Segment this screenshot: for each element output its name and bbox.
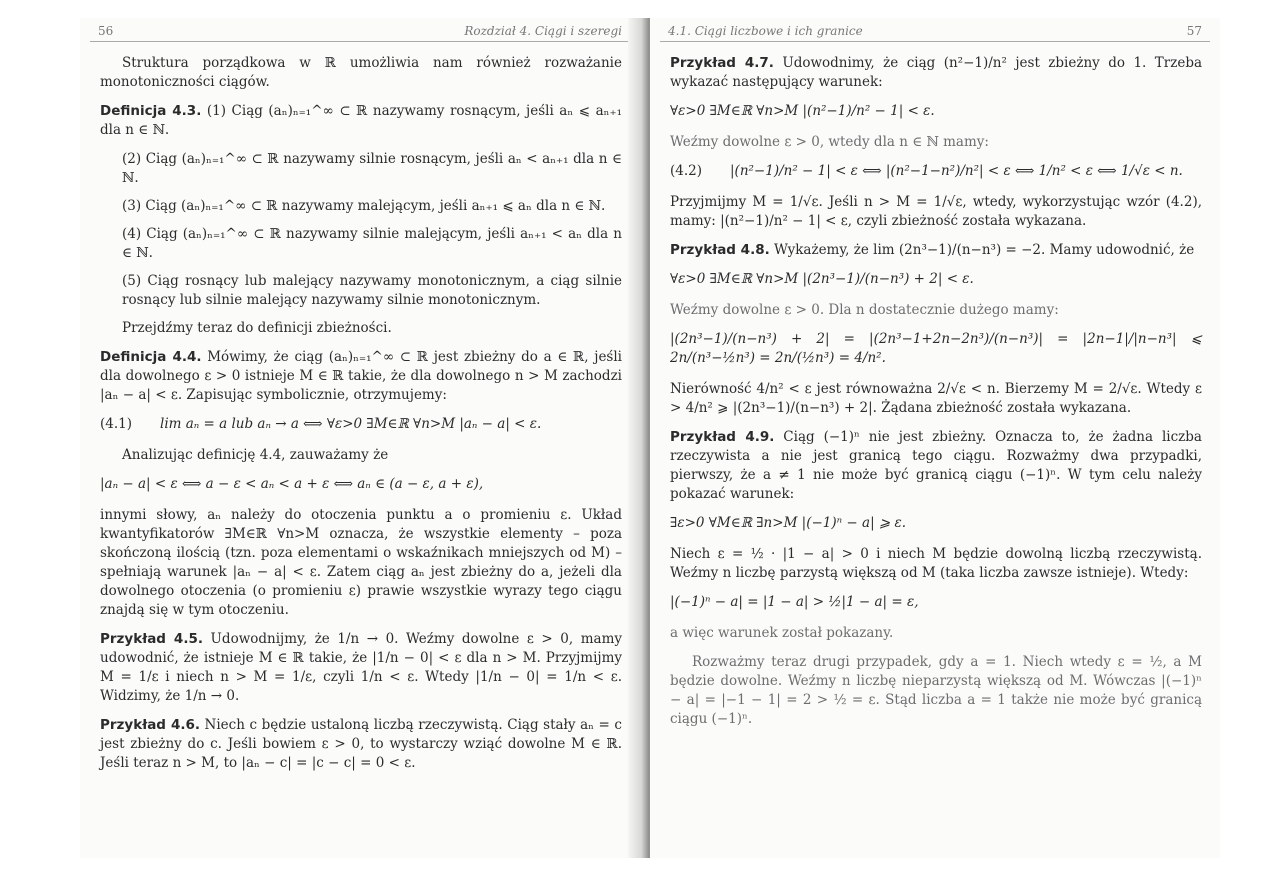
block-heading: Definicja 4.3. <box>100 103 202 119</box>
block-text: Ciąg (−1)ⁿ nie jest zbieżny. Oznacza to, że żadna liczba rzeczywista a nie jest granicą tego ciągu. Rozważmy dwa przypadki, pierwszy, że a ≠ 1 nie może być granicą ciągu (−1)ⁿ. W tym celu należy pokazać warunek: <box>670 429 1202 502</box>
equation-body: |(n²−1)/n² − 1| < ε ⟺ |(n²−1−n²)/n²| < ε ⟺ 1/n² < ε ⟺ 1/√ε < n. <box>730 163 1183 179</box>
right-page-number: 57 <box>1186 24 1202 38</box>
definition-paragraph <box>670 428 1202 504</box>
display-formula: |(−1)ⁿ − a| = |1 − a| > ½|1 − a| = ε, <box>670 594 919 610</box>
equation-body: lim aₙ = a lub aₙ → a ⟺ ∀ε>0 ∃M∈ℝ ∀n>M |aₙ − a| < ε. <box>160 416 542 432</box>
left-running-header <box>90 24 630 42</box>
definition-item: (2) Ciąg (aₙ)ₙ₌₁^∞ ⊂ ℝ nazywamy silnie rosnącym, jeśli aₙ < aₙ₊₁ dla n ∈ ℕ. <box>122 151 622 186</box>
body-paragraph: Struktura porządkowa w ℝ umożliwia nam również rozważanie monotoniczności ciągów. <box>100 55 622 90</box>
right-page <box>650 18 1220 858</box>
left-page <box>80 18 640 858</box>
definition-item: (4) Ciąg (aₙ)ₙ₌₁^∞ ⊂ ℝ nazywamy silnie malejącym, jeśli aₙ₊₁ < aₙ dla n ∈ ℕ. <box>122 226 622 261</box>
definition-paragraph <box>100 348 622 405</box>
body-paragraph: Nierówność 4/n² < ε jest równoważna 2/√ε < n. Bierzemy M = 2/√ε. Wtedy ε > 4/n² ⩾ |(2n³−1)/(n−n³) + 2|. Żądana zbieżność została wykazana. <box>670 381 1202 416</box>
block-text: Udowodnijmy, że 1/n → 0. Weźmy dowolne ε > 0, mamy udowodnić, że istnieje M ∈ ℝ takie, że |1/n − 0| < ε dla n > M. Przyjmijmy M = 1/ε i niech n > M = 1/ε, czyli 1/n < ε. Wtedy |1/n − 0| = 1/n < ε. Widzimy, że 1/n → 0. <box>100 631 623 704</box>
definition-paragraph <box>100 102 622 140</box>
definition-paragraph <box>670 54 1202 92</box>
equation-number: (4.1) <box>100 416 133 432</box>
left-page-content <box>80 54 640 773</box>
definition-item: (5) Ciąg rosnący lub malejący nazywamy monotonicznym, a ciąg silnie rosnący lub silnie malejący nazywamy silnie monotonicznym. <box>122 273 622 308</box>
block-text: Udowodnimy, że ciąg (n²−1)/n² jest zbieżny do 1. Trzeba wykazać następujący warunek: <box>670 55 1203 90</box>
block-heading: Przykład 4.8. <box>670 242 770 258</box>
left-running-title: Rozdział 4. Ciągi i szeregi <box>464 24 622 38</box>
body-paragraph: a więc warunek został pokazany. <box>670 625 894 641</box>
display-formula: ∃ε>0 ∀M∈ℝ ∃n>M |(−1)ⁿ − a| ⩾ ε. <box>670 515 907 531</box>
block-text: Mówimy, że ciąg (aₙ)ₙ₌₁^∞ ⊂ ℝ jest zbieżny do a ∈ ℝ, jeśli dla dowolnego ε > 0 istnieje M ∈ ℝ takie, że dla dowolnego n > M zachodzi |aₙ − a| < ε. Zapisując symbolicznie, otrzymujemy: <box>100 349 622 403</box>
block-heading: Przykład 4.5. <box>100 631 203 647</box>
body-paragraph: Weźmy dowolne ε > 0, wtedy dla n ∈ ℕ mamy: <box>670 134 989 150</box>
numbered-equation <box>670 162 1202 181</box>
right-running-title: 4.1. Ciągi liczbowe i ich granice <box>668 24 863 38</box>
body-paragraph: Rozważmy teraz drugi przypadek, gdy a = 1. Niech wtedy ε = ½, a M będzie dowolne. Weźmy n liczbę nieparzystą większą od M. Wówczas |(−1)ⁿ − a| = |−1 − 1| = 2 > ½ = ε. Stąd liczba a = 1 także nie może być granicą ciągu (−1)ⁿ. <box>670 654 1202 727</box>
block-heading: Definicja 4.4. <box>100 349 202 365</box>
display-formula: ∀ε>0 ∃M∈ℝ ∀n>M |(2n³−1)/(n−n³) + 2| < ε. <box>670 271 974 287</box>
right-page-content <box>650 54 1220 729</box>
body-paragraph: Weźmy dowolne ε > 0. Dla n dostatecznie dużego mamy: <box>670 302 1059 318</box>
body-paragraph: Przejdźmy teraz do definicji zbieżności. <box>122 320 392 336</box>
definition-paragraph <box>100 630 622 706</box>
body-paragraph: Analizując definicję 4.4, zauważamy że <box>122 447 389 463</box>
body-paragraph: innymi słowy, aₙ należy do otoczenia punktu a o promieniu ε. Układ kwantyfikatorów ∃M∈ℝ ∀n>M oznacza, że wszystkie elementy – poza skończoną ilością (tzn. poza elementami o wskaźnikach mniejszych od M) – spełniają warunek |aₙ − a| < ε. Zatem ciąg aₙ jest zbieżny do a, jeżeli dla dowolnego otoczenia (o promieniu ε) prawie wszystkie wyrazy tego ciągu znajdą się w tym otoczeniu. <box>100 507 622 618</box>
block-text: Niech c będzie ustaloną liczbą rzeczywistą. Ciąg stały aₙ = c jest zbieżny do c. Jeśli bowiem ε > 0, to wystarczy wziąć dowolne M ∈ ℝ. Jeśli teraz n > M, to |aₙ − c| = |c − c| = 0 < ε. <box>100 717 622 771</box>
definition-paragraph <box>670 241 1202 260</box>
display-formula: |(2n³−1)/(n−n³) + 2| = |(2n³−1+2n−2n³)/(n−n³)| = |2n−1|/|n−n³| ⩽ 2n/(n³−½n³) = 2n/(½n³) = 4/n². <box>670 331 1202 366</box>
display-formula: |aₙ − a| < ε ⟺ a − ε < aₙ < a + ε ⟺ aₙ ∈ (a − ε, a + ε), <box>100 476 484 492</box>
numbered-equation <box>100 415 622 434</box>
block-text: (1) Ciąg (aₙ)ₙ₌₁^∞ ⊂ ℝ nazywamy rosnącym, jeśli aₙ ⩽ aₙ₊₁ dla n ∈ ℕ. <box>100 103 622 138</box>
right-running-header <box>660 24 1210 42</box>
display-formula: ∀ε>0 ∃M∈ℝ ∀n>M |(n²−1)/n² − 1| < ε. <box>670 103 935 119</box>
body-paragraph: Niech ε = ½ · |1 − a| > 0 i niech M będzie dowolną liczbą rzeczywistą. Weźmy n liczbę parzystą większą od M (taka liczba zawsze istnieje). Wtedy: <box>670 546 1202 581</box>
block-heading: Przykład 4.6. <box>100 717 200 733</box>
left-page-number: 56 <box>98 24 114 38</box>
body-paragraph: Przyjmijmy M = 1/√ε. Jeśli n > M = 1/√ε, wtedy, wykorzystując wzór (4.2), mamy: |(n²−1)/n² − 1| < ε, czyli zbieżność została wykazana. <box>670 194 1202 229</box>
block-text: Wykażemy, że lim (2n³−1)/(n−n³) = −2. Mamy udowodnić, że <box>774 242 1195 258</box>
block-heading: Przykład 4.9. <box>670 429 775 445</box>
equation-number: (4.2) <box>670 163 703 179</box>
block-heading: Przykład 4.7. <box>670 55 774 71</box>
definition-paragraph <box>100 716 622 773</box>
definition-item: (3) Ciąg (aₙ)ₙ₌₁^∞ ⊂ ℝ nazywamy malejącym, jeśli aₙ₊₁ ⩽ aₙ dla n ∈ ℕ. <box>122 198 606 214</box>
